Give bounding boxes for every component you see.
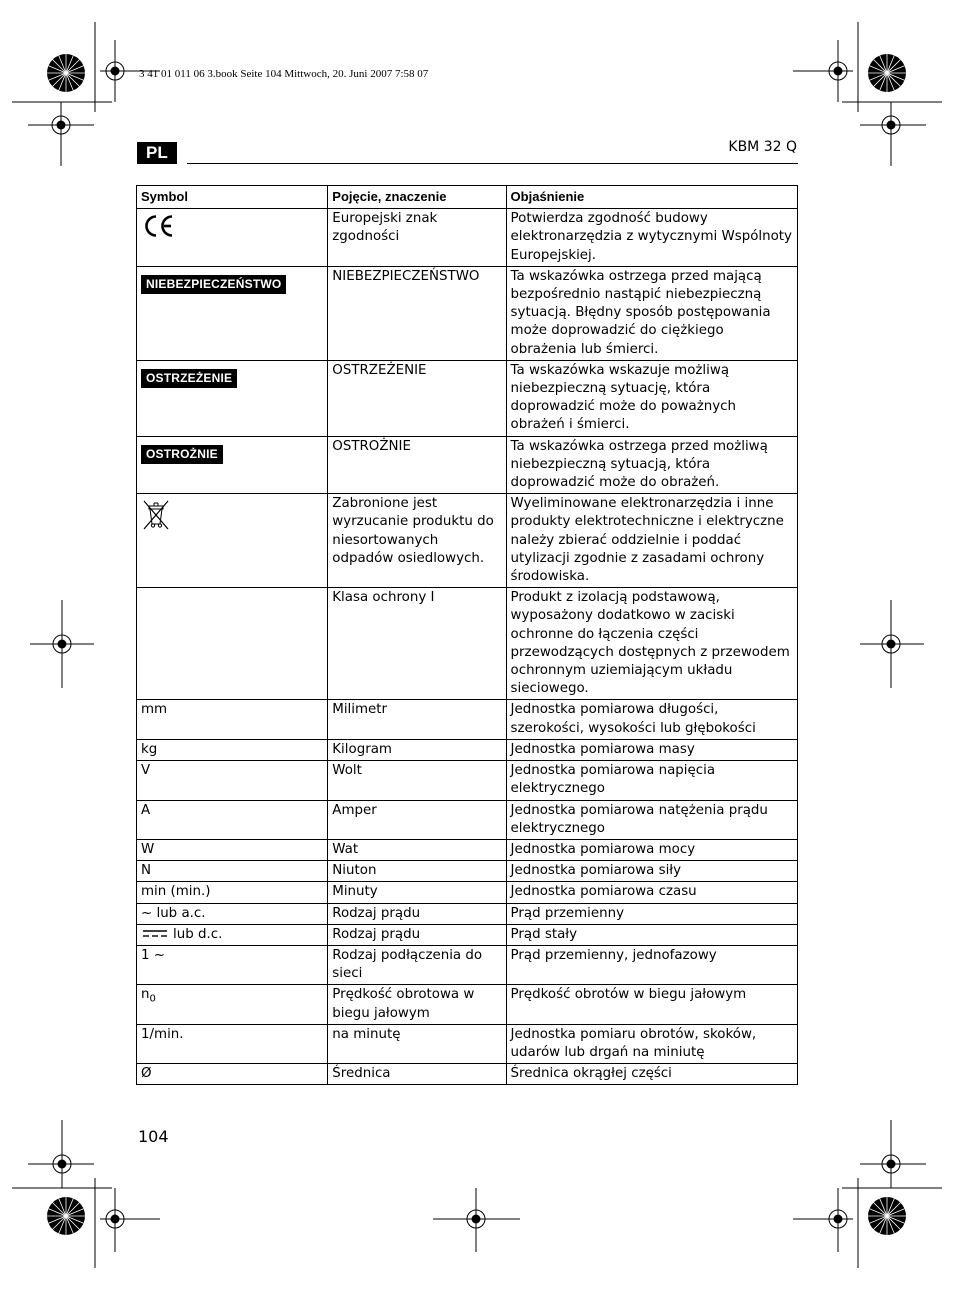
- print-info: 3 41 01 011 06 3.book Seite 104 Mittwoch, 20. Juni 2007 7:58 07: [139, 68, 429, 80]
- table-row: [137, 700, 798, 739]
- symbol-cell: [137, 924, 328, 945]
- term-cell: Wolt: [328, 761, 506, 800]
- explanation-cell: Ta wskazówka ostrzega przed mającą bezpośrednio nastąpić niebezpieczną sytuacją. Błędny sposób postępowania może doprowadzić do ciężkiego obrażenia lub śmierci.: [506, 266, 797, 360]
- symbol-cell: [137, 739, 328, 760]
- table-row: [137, 903, 798, 924]
- table-row: [137, 494, 798, 588]
- table-row: [137, 266, 798, 360]
- explanation-cell: Prąd przemienny, jednofazowy: [506, 945, 797, 984]
- symbol-cell: [137, 209, 328, 267]
- symbol-cell: [137, 761, 328, 800]
- term-cell: Wat: [328, 839, 506, 860]
- symbol-subscript: 0: [149, 994, 156, 1005]
- table-row: [137, 739, 798, 760]
- symbol-cell: [137, 700, 328, 739]
- symbol-cell: [137, 1024, 328, 1063]
- table-row: [137, 1064, 798, 1085]
- symbol-cell: [137, 945, 328, 984]
- symbol-cell: [137, 360, 328, 436]
- explanation-cell: Jednostka pomiarowa długości, szerokości, wysokości lub głębokości: [506, 700, 797, 739]
- explanation-cell: Jednostka pomiarowa masy: [506, 739, 797, 760]
- symbol-cell: [137, 985, 328, 1024]
- symbol-text: lub d.c.: [173, 926, 223, 942]
- term-cell: Średnica: [328, 1064, 506, 1085]
- model-name: KBM 32 Q: [728, 139, 797, 155]
- term-cell: Rodzaj podłączenia do sieci: [328, 945, 506, 984]
- explanation-cell: Jednostka pomiarowa czasu: [506, 882, 797, 903]
- symbol-text: V: [141, 763, 151, 779]
- term-cell: OSTRZEŻENIE: [328, 360, 506, 436]
- crossed-bin-icon: [141, 499, 171, 531]
- column-header-explanation: Objaśnienie: [506, 186, 797, 209]
- term-cell: NIEBEZPIECZEŃSTWO: [328, 266, 506, 360]
- term-cell: Milimetr: [328, 700, 506, 739]
- table-row: [137, 436, 798, 494]
- term-cell: Amper: [328, 800, 506, 839]
- term-cell: Prędkość obrotowa w biegu jałowym: [328, 985, 506, 1024]
- table-row: [137, 588, 798, 700]
- explanation-cell: Prędkość obrotów w biegu jałowym: [506, 985, 797, 1024]
- symbol-cell: [137, 436, 328, 494]
- explanation-cell: Jednostka pomiarowa napięcia elektrycznego: [506, 761, 797, 800]
- symbol-cell: [137, 800, 328, 839]
- symbol-text: kg: [141, 741, 158, 757]
- symbol-text: N: [141, 863, 152, 879]
- table-row: [137, 945, 798, 984]
- table-row: [137, 924, 798, 945]
- term-cell: Klasa ochrony I: [328, 588, 506, 700]
- language-badge: PL: [137, 142, 177, 164]
- explanation-cell: Ta wskazówka ostrzega przed możliwą niebezpieczną sytuacją, która doprowadzić może do obrażeń.: [506, 436, 797, 494]
- direct-current-icon: [143, 929, 167, 938]
- term-cell: Niuton: [328, 861, 506, 882]
- ce-mark-icon: [141, 213, 175, 239]
- term-cell: Kilogram: [328, 739, 506, 760]
- explanation-cell: Jednostka pomiarowa natężenia prądu elektrycznego: [506, 800, 797, 839]
- explanation-cell: Jednostka pomiarowa mocy: [506, 839, 797, 860]
- signal-word-label: OSTRZEŻENIE: [141, 369, 237, 388]
- symbol-text: Ø: [141, 1066, 152, 1082]
- explanation-cell: Ta wskazówka wskazuje możliwą niebezpieczną sytuację, która doprowadzić może do poważnych obrażeń i śmierci.: [506, 360, 797, 436]
- explanation-cell: Produkt z izolacją podstawową, wyposażony dodatkowo w zaciski ochronne do łączenia części przewodzących dostępnych z przewodem ochronnym uziemiającym układu sieciowego.: [506, 588, 797, 700]
- explanation-cell: Potwierdza zgodność budowy elektronarzędzia z wytycznymi Wspólnoty Europejskiej.: [506, 209, 797, 267]
- table-row: [137, 882, 798, 903]
- symbol-text: 1/min.: [141, 1026, 184, 1042]
- term-cell: Zabronione jest wyrzucanie produktu do niesortowanych odpadów osiedlowych.: [328, 494, 506, 588]
- explanation-cell: Jednostka pomiaru obrotów, skoków, udarów lub drgań na miniutę: [506, 1024, 797, 1063]
- term-cell: Europejski znak zgodności: [328, 209, 506, 267]
- page-number: 104: [138, 1127, 169, 1146]
- header-rule: [187, 163, 798, 164]
- signal-word-label: OSTROŻNIE: [141, 445, 223, 464]
- symbol-text: ~ lub a.c.: [141, 905, 206, 921]
- column-header-symbol: Symbol: [137, 186, 328, 209]
- term-cell: Rodzaj prądu: [328, 903, 506, 924]
- term-cell: na minutę: [328, 1024, 506, 1063]
- table-row: [137, 839, 798, 860]
- symbol-text: 1 ~: [141, 947, 165, 963]
- explanation-cell: Wyeliminowane elektronarzędzia i inne produkty elektrotechniczne i elektryczne należy zbierać oddzielnie i poddać utylizacji zgodnie z zasadami ochrony środowiska.: [506, 494, 797, 588]
- symbol-text: W: [141, 841, 155, 857]
- table-row: [137, 985, 798, 1024]
- symbols-table: [136, 185, 798, 1085]
- symbol-cell: [137, 494, 328, 588]
- table-row: [137, 861, 798, 882]
- symbol-cell: [137, 882, 328, 903]
- symbol-cell: [137, 903, 328, 924]
- explanation-cell: Jednostka pomiarowa siły: [506, 861, 797, 882]
- column-header-term: Pojęcie, znaczenie: [328, 186, 506, 209]
- table-header-row: [137, 186, 798, 209]
- table-row: [137, 761, 798, 800]
- symbol-cell: [137, 588, 328, 700]
- term-cell: OSTROŻNIE: [328, 436, 506, 494]
- explanation-cell: Prąd stały: [506, 924, 797, 945]
- symbol-text: n: [141, 987, 150, 1003]
- symbol-text: A: [141, 802, 151, 818]
- symbol-cell: [137, 1064, 328, 1085]
- symbol-cell: [137, 266, 328, 360]
- table-row: [137, 800, 798, 839]
- term-cell: Rodzaj prądu: [328, 924, 506, 945]
- explanation-cell: Prąd przemienny: [506, 903, 797, 924]
- table-row: [137, 1024, 798, 1063]
- explanation-cell: Średnica okrągłej części: [506, 1064, 797, 1085]
- table-row: [137, 209, 798, 267]
- symbol-cell: [137, 839, 328, 860]
- table-row: [137, 360, 798, 436]
- signal-word-label: NIEBEZPIECZEŃSTWO: [141, 275, 286, 294]
- symbol-text: mm: [141, 702, 168, 718]
- symbol-text: min (min.): [141, 884, 211, 900]
- term-cell: Minuty: [328, 882, 506, 903]
- symbol-cell: [137, 861, 328, 882]
